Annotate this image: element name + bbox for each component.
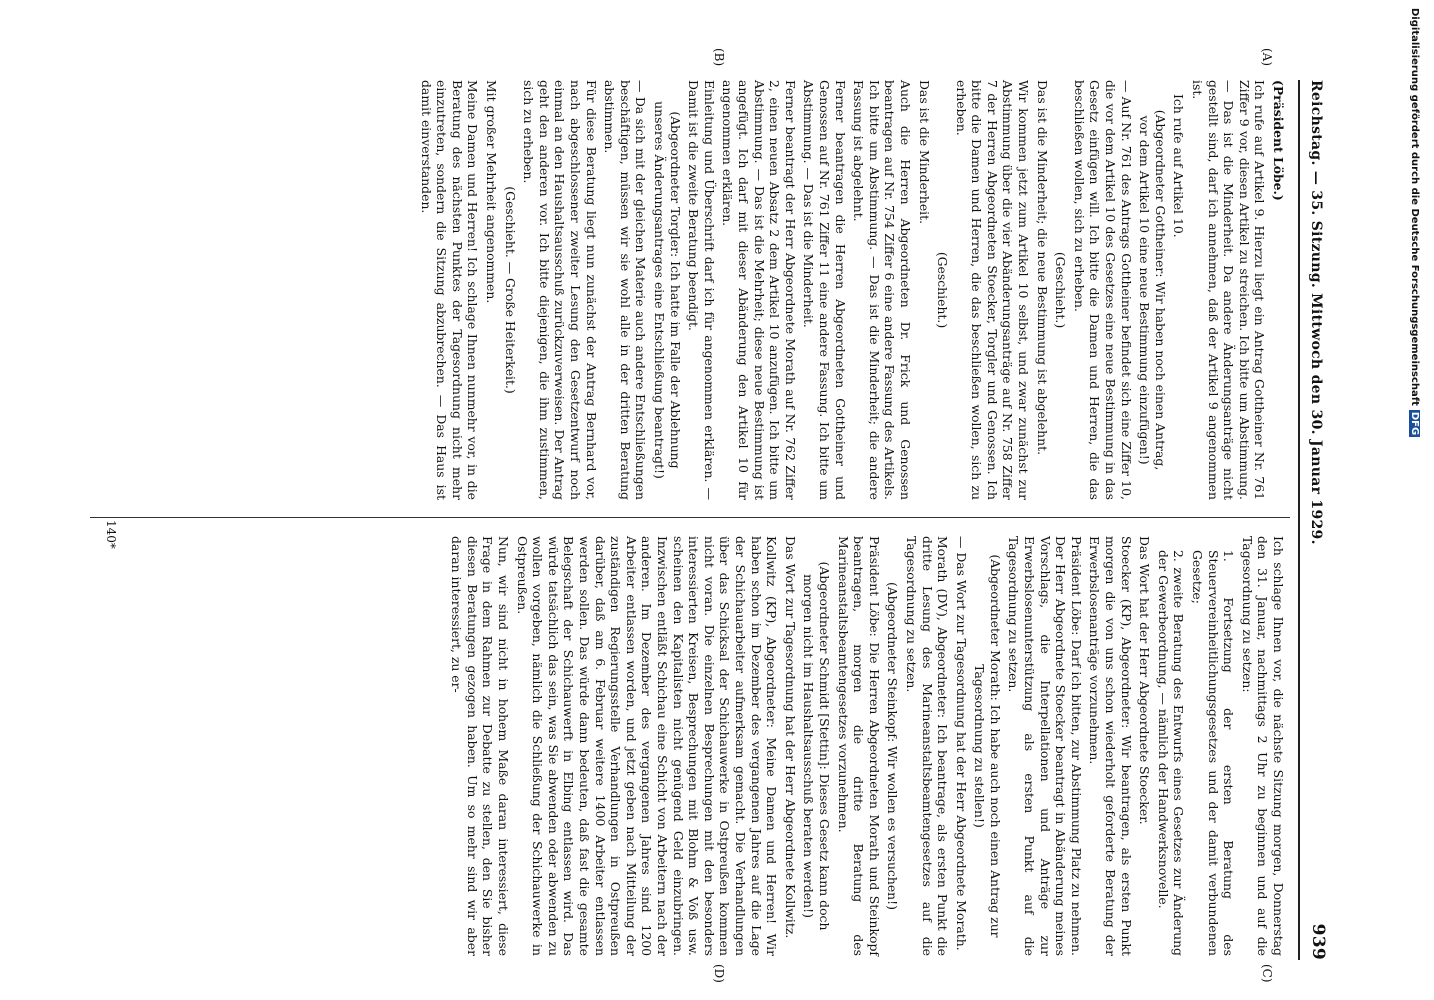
header-rule: [1298, 80, 1300, 960]
left-column-paragraph: Einleitung und Überschrift darf ich für angenommen erklären. — Damit ist die zweite Beratung beendigt.: [686, 80, 717, 500]
left-column-paragraph: (Geschieht.): [1053, 251, 1069, 329]
left-column-paragraph: Wir kommen jetzt zum Artikel 10 selbst, und zwar zunächst zur Abstimmung über die vier Abänderungsanträge auf Nr. 758 Ziffer 7 der Herren Abgeordneten Stoecker, Torgler und Genossen. Ich bitte die Damen und Herren, die das beschließen wollen, sich zu erheben.: [953, 80, 1032, 500]
left-column-paragraph: Meine Damen und Herren! Ich schlage Ihnen nunmehr vor, in die Beratung des nächsten Punktes der Tagesordnung nicht mehr einzutreten, sondern die Sitzung abzubrechen. — Das Haus ist damit einverstanden.: [418, 80, 481, 500]
footer-signature: 140*: [104, 520, 118, 549]
right-column-paragraph: Präsident Löbe: Die Herren Abgeordneten Morath und Steinkopf beantragen, morgen die dritte Beratung des Marineanstaltsbeamtengesetzes vorzunehmen.: [835, 536, 882, 956]
left-column-paragraph: Das ist die Minderheit.: [916, 80, 932, 225]
document-page: [60, 48, 1330, 983]
right-column-paragraph: 1. Fortsetzung der ersten Beratung des Steuervereinheitlichungsgesetzes und der damit verbundenen Gesetze;: [1190, 550, 1237, 956]
right-column-paragraph: (Abgeordneter Steinkopf: Wir wollen es versuchen!): [885, 582, 901, 910]
margin-letter-c: (C): [1260, 964, 1274, 983]
right-column-paragraph: Stoecker (KP), Abgeordneter: Wir beantragen, als ersten Punkt morgen die von uns schon wiederholt geforderte Beratung der Erwerbslosenanträge vorzunehmen.: [1087, 536, 1134, 956]
right-column-paragraph: Das Wort zur Tagesordnung hat der Herr Abgeordnete Kollwitz.: [782, 536, 798, 939]
left-column: [415, 80, 1286, 500]
digitization-credit: [1406, 8, 1420, 992]
left-column-paragraph: (Präsident Löbe.): [1271, 80, 1286, 201]
left-column-paragraph: (Geschieht. — Große Heiterkeit.): [502, 186, 518, 394]
left-column-paragraph: Auch die Herren Abgeordneten Dr. Frick und Genossen beantragen auf Nr. 754 Ziffer 6 eine andere Fassung des Artikels. Ich bitte um Abstimmung. — Das ist die Minderheit; die andere Fassung ist abgelehnt.: [851, 80, 913, 500]
right-column: [446, 536, 1286, 956]
margin-letter-d: (D): [712, 964, 726, 983]
right-column-paragraph: Präsident Löbe: Darf ich bitten, zur Abstimmung Platz zu nehmen. Der Herr Abgeordnete Stoecker beantragt in Abänderung meines Vorschlags, die Interpellationen und Anträge zur Erwerbslosenunterstützung als ersten Punkt auf die Tagesordnung zu setzen.: [1006, 536, 1084, 956]
left-column-paragraph: Für diese Beratung liegt nun zunächst der Antrag Bernhard vor, nach abgeschlossener zweiter Lesung den Gesetzentwurf noch einmal an den Haushaltsausschuß zurückzuverweisen. Der Antrag geht den anderen vor. Ich bitte diejenigen, die ihm zustimmen, sich zu erheben.: [521, 80, 599, 500]
dfg-logo: DFG: [1409, 411, 1420, 436]
right-column-paragraph: 2. zweite Beratung des Entwurfs eines Gesetzes zur Änderung der Gewerbeordnung, — nämlich der Handwerksnovelle.: [1155, 550, 1187, 956]
right-column-paragraph: Morath (DV), Abgeordneter: Ich beantrage, als ersten Punkt die dritte Lesung des Marineanstaltsbeamtengesetzes auf die Tagesordnung zu setzen.: [903, 536, 951, 956]
left-column-paragraph: Mit großer Mehrheit angenommen.: [484, 80, 500, 304]
left-column-paragraph: Ich rufe auf Artikel 10.: [1171, 94, 1187, 238]
left-column-paragraph: Ferner beantragt der Herr Abgeordnete Morath auf Nr. 762 Ziffer 2, einen neuen Absatz 2 dem Artikel 10 anzufügen. Ich bitte um Abstimmung. — Das ist die Mehrheit; diese neue Bestimmung ist angefügt. Ich darf mit dieser Abänderung den Artikel 10 für angenommen erklären.: [720, 80, 798, 500]
right-column-paragraph: Nun, wir sind nicht in hohem Maße daran interessiert, diese Frage in dem Rahmen zur Debatte zu stellen, den Sie bisher diesen Beratungen gezogen haben. Um so mehr sind wir aber daran interessiert, zu er-: [449, 536, 512, 956]
right-column-paragraph: Ich schlage Ihnen vor, die nächste Sitzung morgen, Donnerstag den 31. Januar, nachmittags 2 Uhr zu beginnen und auf die Tagesordnung zu setzen:: [1239, 536, 1286, 956]
left-column-paragraph: — Da sich mit der gleichen Materie auch andere Entschließungen beschäftigen, müssen wir sie wohl alle in der dritten Beratung abstimmen.: [602, 80, 649, 500]
right-column-paragraph: — Das Wort zur Tagesordnung hat der Herr Abgeordnete Morath.: [953, 536, 969, 951]
right-column-paragraph: (Abgeordneter Morath: Ich habe auch noch einen Antrag zur Tagesordnung zu stellen!): [972, 554, 1003, 938]
left-column-paragraph: — Auf Nr. 761 des Antrags Gottheiner befindet sich eine Ziffer 10, die vor dem Artikel 10 des Gesetzes eine neue Bestimmung in das Gesetz einfügen will. Ich bitte die Damen und Herren, die das beschließen wollen, sich zu erheben.: [1071, 80, 1134, 500]
header-title: Reichstag. — 35. Sitzung. Mittwoch den 30. Januar 1929.: [1308, 80, 1324, 545]
page-number: 939: [1308, 923, 1328, 960]
left-column-paragraph: Das ist die Minderheit; die neue Bestimmung ist abgelehnt.: [1034, 80, 1050, 456]
left-column-paragraph: Ich rufe auf Artikel 9. Hierzu liegt ein Antrag Gottheiner Nr. 761 Ziffer 9 vor, diesen Artikel zu streichen. Ich bitte um Abstimmung. — Das ist die Minderheit. Da andere Änderungsanträge nicht gestellt sind, darf ich annehmen, daß der Artikel 9 angenommen ist.: [1190, 80, 1268, 500]
right-column-paragraph: (Abgeordneter Schmidt [Stettin]: Dieses Gesetz kann doch morgen nicht im Haushaltsausschuß beraten werden!): [801, 561, 832, 931]
credit-text: Digitalisierung gefördert durch die Deutsche Forschungsgemeinschaft: [1409, 8, 1420, 406]
right-column-paragraph: Das Wort hat der Herr Abgeordnete Stoecker.: [1137, 536, 1153, 825]
column-divider: [90, 517, 1290, 518]
right-column-paragraph: Kollwitz (KP), Abgeordneter: Meine Damen und Herren! Wir haben schon im Dezember des vergangenen Jahres auf die Lage der Schichauarbeiter aufmerksam gemacht. Die Verhandlungen über das Schicksal der Schichauwerke in Ostpreußen kommen nicht voran. Die einzelnen Besprechungen mit den besonders interessierten Kreisen, Besprechungen mit Blohm & Voß usw. scheinen den Kapitalisten nicht genügend Geld einzubringen. Inzwischen entläßt Schichau eine Schicht von Arbeitern nach der anderen. Im Dezember des vergangenen Jahres sind 1200 Arbeiter entlassen worden, und jetzt geben nach Mitteilung der zuständigen Regierungsstelle Verhandlungen in Ostpreußen darüber, daß am 6. Februar weitere 1400 Arbeiter entlassen werden sollen. Das würde dann bedeuten, daß fast die gesamte Belegschaft der Schichauwerft in Elbing entlassen wird. Das würde tatsächlich das sein, was Sie abwenden oder abwenden zu wollen vorgeben, nämlich die Schließung der Schichauwerke in Ostpreußen.: [514, 536, 780, 956]
left-column-paragraph: (Geschieht.): [935, 251, 951, 329]
margin-letter-a: (A): [1260, 48, 1274, 67]
margin-letter-b: (B): [712, 48, 726, 67]
left-column-paragraph: (Abgeordneter Torgler: Ich hatte im Falle der Ablehnung unseres Änderungsantrages eine Entschließung beantragt!): [652, 101, 683, 479]
left-column-paragraph: (Abgeordneter Gottheiner: Wir haben noch einen Antrag, vor dem Artikel 10 eine neue Bestimmung einzufügen!): [1137, 109, 1168, 471]
running-header: [1300, 80, 1330, 960]
left-column-paragraph: Ferner beantragen die Herren Abgeordneten Gottheiner und Genossen auf Nr. 761 Ziffer 11 eine andere Fassung. Ich bitte um Abstimmung. — Das ist die Minderheit.: [801, 80, 848, 500]
